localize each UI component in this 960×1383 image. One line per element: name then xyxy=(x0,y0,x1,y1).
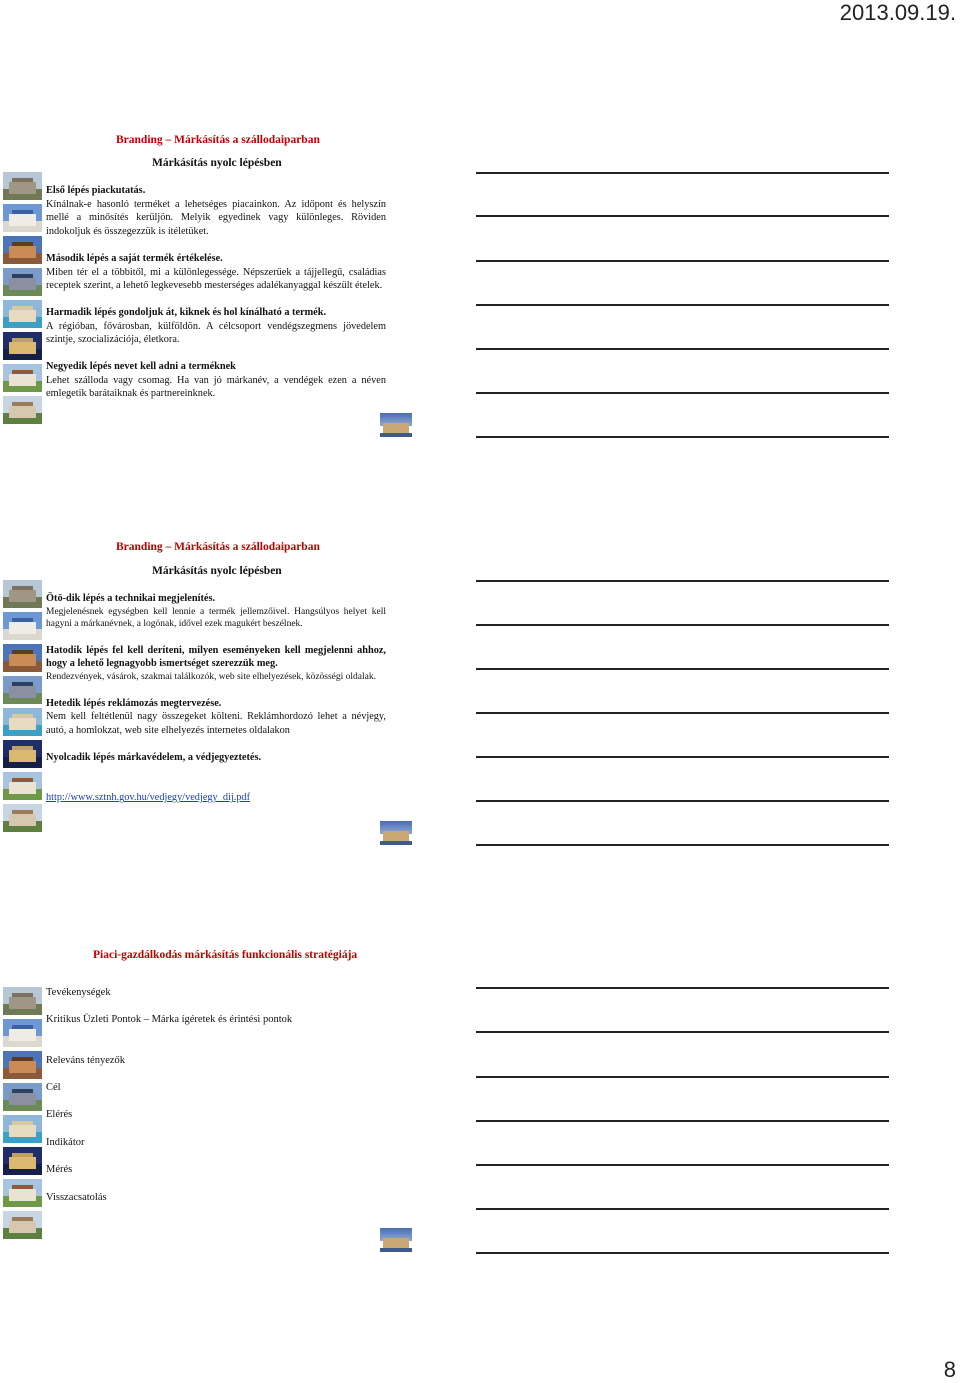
note-line xyxy=(476,800,889,802)
step-1-text: Kínálnak-e hasonló terméket a lehetséges piacainkon. Az időpont és helyszín mellé a minősítés kerüljön. Melyik egyedinek vagy különleges. Röviden indokoljuk és összegezzük is ítéletüket. xyxy=(46,198,386,238)
note-line xyxy=(476,172,889,174)
night-palace-thumbnail xyxy=(3,332,42,360)
note-line xyxy=(476,712,889,714)
slide-subtitle: Márkásítás nyolc lépésben xyxy=(152,565,282,577)
hotel-corner-image xyxy=(380,821,412,845)
trademark-fee-link[interactable]: http://www.sztnh.gov.hu/vedjegy/vedjegy_dij.pdf xyxy=(46,792,251,804)
step-4-heading: Negyedik lépés nevet kell adni a terméknek xyxy=(46,361,236,373)
night-palace-thumbnail xyxy=(3,740,42,768)
note-line xyxy=(476,392,889,394)
note-line xyxy=(476,260,889,262)
note-line xyxy=(476,1252,889,1254)
step-6-heading: Hatodik lépés fel kell deríteni, milyen eseményeken kell megjelenni ahhoz, hogy a lehető legnagyobb ismertséget szerezzük meg. xyxy=(46,644,386,670)
note-line xyxy=(476,844,889,846)
note-line xyxy=(476,1120,889,1122)
manor-thumbnail xyxy=(3,772,42,800)
hotel-thumbnail xyxy=(3,644,42,672)
night-palace-thumbnail xyxy=(3,1147,42,1175)
step-1-heading: Első lépés piackutatás. xyxy=(46,185,146,196)
garden-thumbnail xyxy=(3,804,42,832)
step-3-heading: Harmadik lépés gondoljuk át, kiknek és hol kínálható a termék. xyxy=(46,306,327,318)
slide-thumbnail-strip xyxy=(3,580,43,845)
print-date: 2013.09.19. xyxy=(839,0,956,25)
step-5-heading: Ötö-dik lépés a technikai megjelenítés. xyxy=(46,593,216,604)
note-line xyxy=(476,215,889,217)
strategy-item: Releváns tényezők xyxy=(46,1055,126,1066)
manor-thumbnail xyxy=(3,364,42,392)
page-number: 8 xyxy=(943,1357,956,1382)
slide-body xyxy=(46,592,386,805)
church-thumbnail xyxy=(3,676,42,704)
slide-title: Branding – Márkásítás a szállodaiparban xyxy=(116,134,320,146)
slide-title: Piaci-gazdálkodás márkásítás funkcionális stratégiája xyxy=(93,949,358,961)
step-3-text: A régióban, fővárosban, külföldön. A célcsoport vendégszegmens jövedelem szintje, szocializációja, életkora. xyxy=(46,320,386,346)
slide-thumbnail-strip xyxy=(3,172,43,437)
step-4-text: Lehet szálloda vagy csomag. Ha van jó márkanév, a vendégek ezen a néven emlegetik barátaiknak és partnereinknek. xyxy=(46,374,386,400)
hotel-thumbnail xyxy=(3,1051,42,1079)
strategy-item: Cél xyxy=(46,1082,61,1093)
step-6-text: Rendezvények, vásárok, szakmai találkozók, web site elhelyezések, közösségi oldalak. xyxy=(46,672,377,683)
palace-thumbnail xyxy=(3,1019,42,1047)
step-7-heading: Hetedik lépés reklámozás megtervezése. xyxy=(46,697,222,709)
slide-subtitle: Márkásítás nyolc lépésben xyxy=(152,157,282,169)
palace-thumbnail xyxy=(3,612,42,640)
note-line xyxy=(476,1076,889,1078)
palace-thumbnail xyxy=(3,204,42,232)
step-2-text: Miben tér el a többitől, mi a különlegessége. Népszerűek a tájjellegű, családias receptek szerint, a lehető legkevesebb mesterséges adalékanyaggal készült ételek. xyxy=(46,266,386,292)
pool-thumbnail xyxy=(3,708,42,736)
slide-title: Branding – Márkásítás a szállodaiparban xyxy=(116,541,320,553)
note-line xyxy=(476,348,889,350)
note-line xyxy=(476,580,889,582)
strategy-item: Kritikus Üzleti Pontok – Márka ígéretek és érintési pontok xyxy=(46,1014,293,1025)
castle-thumbnail xyxy=(3,172,42,200)
note-line xyxy=(476,436,889,438)
step-2-heading: Második lépés a saját termék értékelése. xyxy=(46,252,223,264)
step-7-text: Nem kell feltétlenül nagy összegeket költeni. Reklámhordozó lehet a névjegy, autó, a homlokzat, web site elhelyezés internetes oldalakon xyxy=(46,711,386,737)
slide-thumbnail-strip xyxy=(3,987,43,1252)
note-line xyxy=(476,304,889,306)
pool-thumbnail xyxy=(3,1115,42,1143)
castle-thumbnail xyxy=(3,987,42,1015)
hotel-thumbnail xyxy=(3,236,42,264)
strategy-item: Visszacsatolás xyxy=(46,1192,107,1203)
note-line xyxy=(476,1164,889,1166)
castle-thumbnail xyxy=(3,580,42,608)
garden-thumbnail xyxy=(3,1211,42,1239)
strategy-item: Mérés xyxy=(46,1164,73,1175)
slide-body xyxy=(46,184,386,401)
strategy-item: Elérés xyxy=(46,1109,73,1120)
church-thumbnail xyxy=(3,268,42,296)
note-line xyxy=(476,756,889,758)
note-line xyxy=(476,987,889,989)
strategy-item: Tevékenységek xyxy=(46,987,111,998)
step-5-text: Megjelenésnek egységben kell lennie a termék jellemzőivel. Hangsúlyos helyet kell hagyni a márkanévnek, a logónak, idővel ezek magukért beszélnek. xyxy=(46,606,386,630)
manor-thumbnail xyxy=(3,1179,42,1207)
hotel-corner-image xyxy=(380,1228,412,1252)
note-line xyxy=(476,624,889,626)
garden-thumbnail xyxy=(3,396,42,424)
strategy-item: Indikátor xyxy=(46,1137,85,1148)
pool-thumbnail xyxy=(3,300,42,328)
note-line xyxy=(476,1031,889,1033)
note-line xyxy=(476,668,889,670)
note-line xyxy=(476,1208,889,1210)
step-8-heading: Nyolcadik lépés márkavédelem, a védjegyeztetés. xyxy=(46,751,262,763)
church-thumbnail xyxy=(3,1083,42,1111)
hotel-corner-image xyxy=(380,413,412,437)
